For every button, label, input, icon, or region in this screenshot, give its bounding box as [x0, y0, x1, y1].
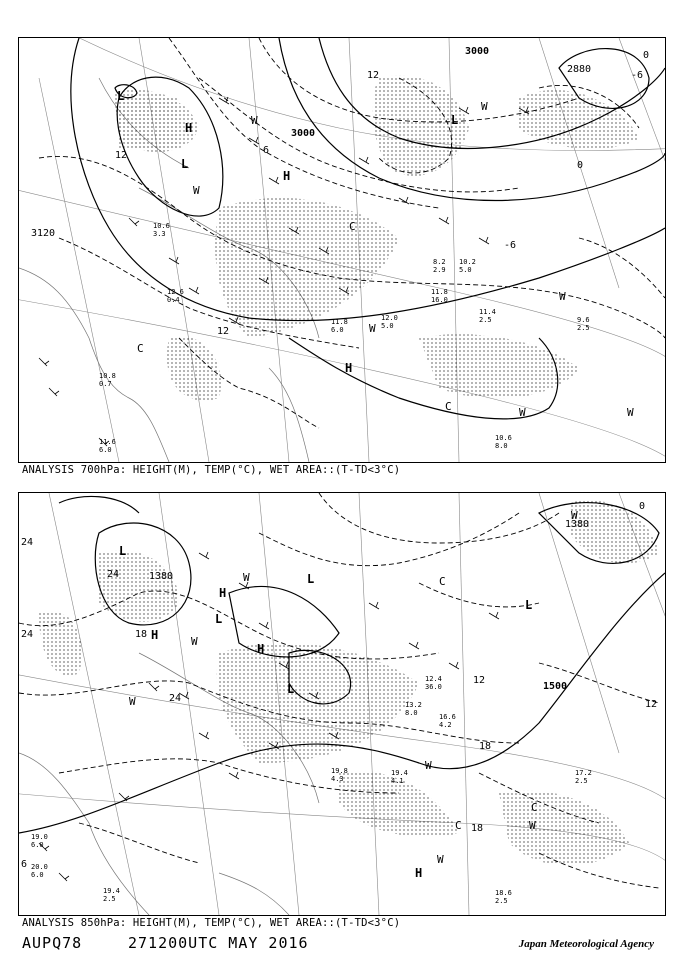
low-marker: L	[181, 157, 189, 171]
contour-label: 3120	[31, 228, 56, 239]
agency-name: Japan Meteorological Agency	[518, 938, 654, 950]
contour-label: 12	[217, 326, 230, 337]
contour-label: 0	[639, 501, 646, 512]
cold-marker: C	[137, 342, 144, 355]
low-marker: L	[451, 113, 459, 127]
warm-marker: W	[251, 114, 258, 127]
station-value: 11.6 6.0	[99, 438, 116, 454]
map-panel-700hpa	[18, 37, 666, 463]
contour-label: 18	[479, 741, 492, 752]
station-value: 19.4 4.1	[391, 769, 408, 785]
warm-marker: W	[519, 406, 526, 419]
station-value: 19.0 6.0	[31, 833, 48, 849]
low-marker: L	[215, 612, 223, 626]
contour-label: 12	[367, 70, 380, 81]
station-value: 12.4 36.0	[425, 675, 442, 691]
warm-marker: W	[191, 635, 198, 648]
station-value: 11.8 16.0	[431, 288, 448, 304]
caption-850hpa: ANALYSIS 850hPa: HEIGHT(M), TEMP(°C), WET AREA::(T-TD<3°C)	[22, 917, 401, 929]
contour-label: 0	[643, 50, 650, 61]
station-value: 20.0 6.0	[31, 863, 48, 879]
warm-marker: W	[243, 571, 250, 584]
cold-marker: C	[455, 819, 462, 832]
contour-label: 18	[471, 823, 484, 834]
high-marker: H	[415, 866, 423, 880]
map-850hpa-svg	[19, 493, 665, 915]
station-value: 8.2 2.9	[433, 258, 446, 274]
station-value: 11.8 6.0	[331, 318, 348, 334]
cold-marker: C	[445, 400, 452, 413]
map-panel-850hpa	[18, 492, 666, 916]
station-value: 10.6 8.0	[495, 434, 512, 450]
valid-time: 271200UTC MAY 2016	[128, 934, 309, 952]
warm-marker: W	[437, 853, 444, 866]
station-value: 10.2 5.0	[459, 258, 476, 274]
station-value: 12.0 5.0	[381, 314, 398, 330]
low-marker: L	[525, 598, 533, 612]
contour-label: 24	[107, 569, 120, 580]
station-value: 19.4 2.5	[103, 887, 120, 903]
contour-label: 6	[21, 859, 28, 870]
high-marker: H	[283, 169, 291, 183]
warm-marker: W	[627, 406, 634, 419]
warm-marker: W	[571, 509, 578, 522]
contour-label: -6	[504, 240, 517, 251]
cold-marker: C	[531, 801, 538, 814]
station-value: 9.6 2.5	[577, 316, 590, 332]
contour-label: 1380	[565, 519, 590, 530]
station-value: 18.6 2.5	[495, 889, 512, 905]
map-700hpa-svg	[19, 38, 665, 462]
contour-label: 24	[169, 693, 182, 704]
product-id: AUPQ78	[22, 934, 83, 952]
contour-label: 24	[21, 629, 34, 640]
contour-label: 1380	[149, 571, 174, 582]
contour-label: 12	[473, 675, 486, 686]
station-value: 16.6 4.2	[439, 713, 456, 729]
contour-label: 6	[263, 145, 270, 156]
high-marker: H	[151, 628, 159, 642]
high-marker: H	[345, 361, 353, 375]
warm-marker: W	[559, 290, 566, 303]
station-value: 12.6 0.4	[167, 288, 184, 304]
station-value: 10.6 3.3	[153, 222, 170, 238]
low-marker: L	[287, 682, 295, 696]
low-marker: L	[117, 89, 125, 103]
high-marker: H	[185, 121, 193, 135]
cold-marker: C	[349, 220, 356, 233]
contour-label: 24	[21, 537, 34, 548]
station-value: 11.4 2.5	[479, 308, 496, 324]
contour-label: 1500	[543, 681, 568, 692]
station-value: 13.2 8.0	[405, 701, 422, 717]
warm-marker: W	[425, 759, 432, 772]
warm-marker: W	[129, 695, 136, 708]
warm-marker: W	[529, 819, 536, 832]
station-value: 19.8 4.3	[331, 767, 348, 783]
low-marker: L	[307, 572, 315, 586]
high-marker: H	[219, 586, 227, 600]
contour-label: 0	[577, 160, 584, 171]
contour-label: 3000	[465, 46, 490, 57]
cold-marker: C	[439, 575, 446, 588]
contour-label: 3000	[291, 128, 316, 139]
warm-marker: W	[193, 184, 200, 197]
contour-label: 2880	[567, 64, 592, 75]
high-marker: H	[257, 642, 265, 656]
warm-marker: W	[369, 322, 376, 335]
contour-label: 12	[115, 150, 128, 161]
contour-label: 12	[645, 699, 658, 710]
contour-label: 18	[135, 629, 148, 640]
station-value: 17.2 2.5	[575, 769, 592, 785]
warm-marker: W	[481, 100, 488, 113]
contour-label: -6	[631, 70, 644, 81]
caption-700hpa: ANALYSIS 700hPa: HEIGHT(M), TEMP(°C), WET AREA::(T-TD<3°C)	[22, 464, 401, 476]
low-marker: L	[119, 544, 127, 558]
station-value: 10.8 0.7	[99, 372, 116, 388]
